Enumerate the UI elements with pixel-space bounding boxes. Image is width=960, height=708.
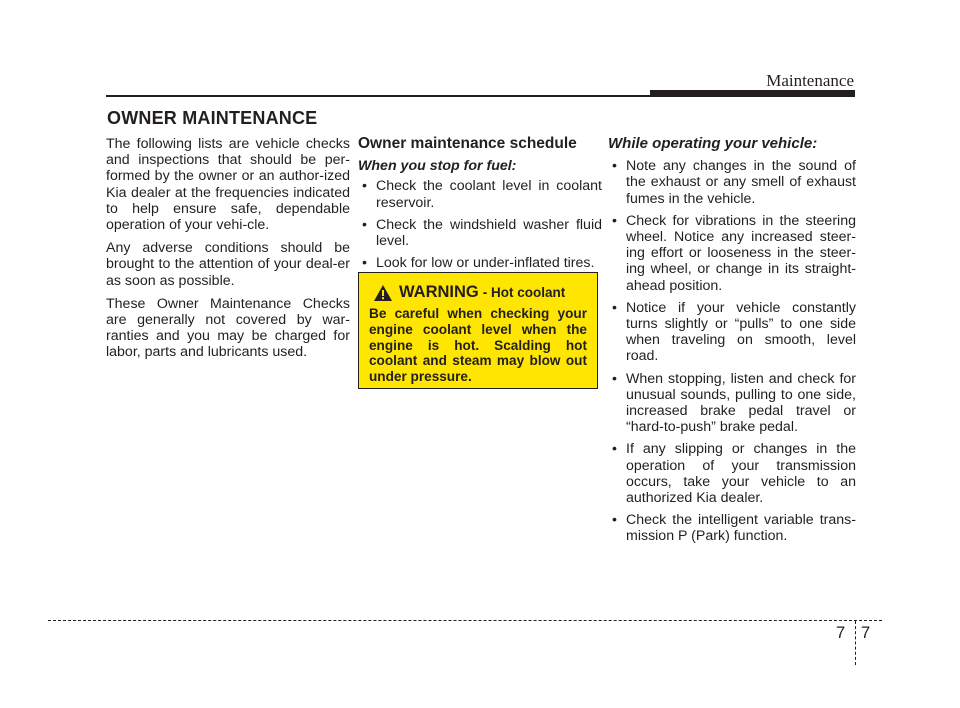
fuel-stop-subheading: When you stop for fuel: (358, 158, 517, 175)
column-schedule (358, 136, 602, 277)
list-item: • When stopping, listen and check for unusual sounds, pulling to one side, increased brake pedal travel or “hard-to-push” brake pedal. (612, 370, 856, 436)
bullet-icon: • (612, 299, 617, 316)
schedule-heading: Owner maintenance schedule (358, 135, 577, 152)
header-rule-thin (106, 95, 650, 97)
bullet-icon: • (612, 441, 617, 458)
intro-paragraph: The following lists are vehicle checks and inspections that should be per-formed by the owner or an author-ized Kia dealer at the frequencies indicated to help ensure safe, dependable operation of your vehi-cle. (106, 136, 350, 234)
list-item: • Check for vibrations in the steering wheel. Notice any increased steer-ing effort or looseness in the steer-ing wheel, or change in its straight-ahead position. (612, 212, 856, 294)
warning-word: WARNING (399, 283, 479, 301)
bullet-icon: • (362, 255, 367, 272)
warning-body: Be careful when checking your engine coolant level when the engine is hot. Scalding hot coolant and steam may blow out under pressure. (369, 306, 587, 385)
warning-box (358, 272, 598, 389)
section-title: OWNER MAINTENANCE (107, 108, 318, 128)
list-item: • Check the windshield washer fluid level. (362, 216, 602, 250)
column-operating (608, 136, 856, 551)
warning-subtitle: - Hot coolant (482, 285, 566, 300)
intro-paragraph: These Owner Maintenance Checks are generally not covered by war-ranties and you may be charged for labor, parts and lubricants used. (106, 295, 350, 361)
operating-list (608, 158, 856, 544)
list-item: • Check the coolant level in coolant reservoir. (362, 178, 602, 211)
column-intro (106, 136, 350, 368)
bullet-icon: • (612, 512, 617, 529)
bullet-icon: • (362, 178, 367, 195)
bullet-icon: • (612, 212, 617, 229)
header-rule-thick (650, 90, 855, 97)
operating-subheading: While operating your vehicle: (608, 135, 818, 152)
warning-header (369, 283, 587, 302)
intro-paragraph: Any adverse conditions should be brought to the attention of your deal-er as soon as possible. (106, 240, 350, 289)
warning-triangle-icon (373, 284, 393, 302)
chapter-number: 7 (836, 624, 846, 642)
footer-rule (48, 620, 882, 621)
bullet-icon: • (612, 158, 617, 175)
bullet-icon: • (362, 216, 367, 233)
list-item: • Check the intelligent variable trans-mission P (Park) function. (612, 512, 856, 545)
fuel-stop-list (358, 178, 602, 271)
list-item: • Look for low or under-inflated tires. (362, 255, 595, 272)
list-item: • Note any changes in the sound of the exhaust or any smell of exhaust fumes in the vehicle. (612, 158, 856, 207)
header-title: Maintenance (766, 71, 854, 90)
bullet-icon: • (612, 370, 617, 387)
footer-divider (855, 621, 856, 665)
page-number: 7 (861, 624, 871, 642)
list-item: • Notice if your vehicle constantly turns slightly or “pulls” to one side when traveling on smooth, level road. (612, 299, 856, 365)
list-item: • If any slipping or changes in the operation of your transmission occurs, take your vehicle to an authorized Kia dealer. (612, 441, 856, 507)
